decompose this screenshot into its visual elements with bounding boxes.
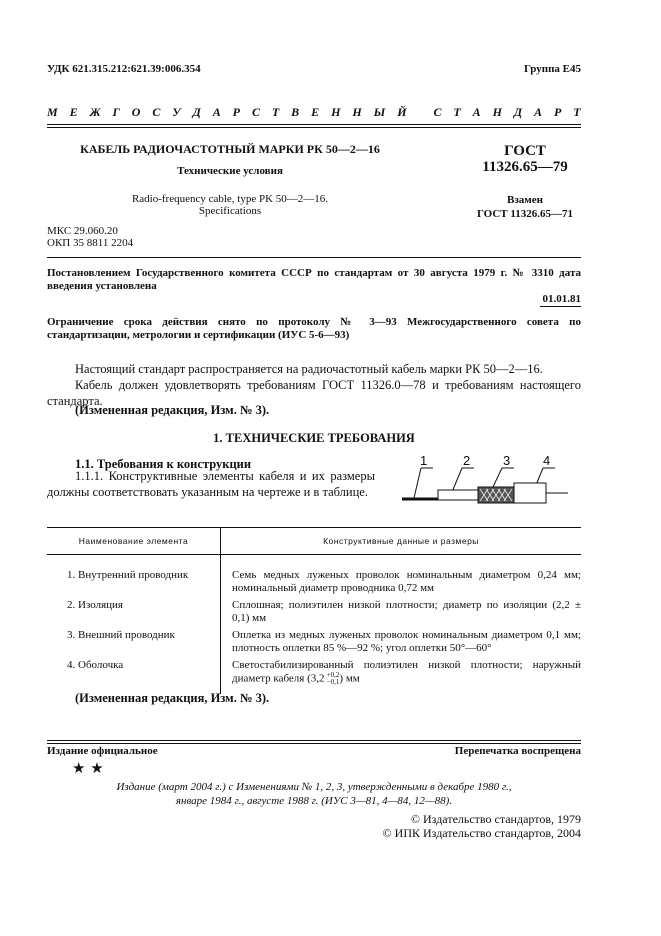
amendment-note-1: (Измененная редакция, Изм. № 3). [75, 403, 270, 417]
gost-number-label: ГОСТ [504, 143, 546, 159]
table-row [47, 569, 581, 595]
replaces-label: Взамен [507, 194, 543, 206]
banner-letter: М [47, 105, 58, 119]
element-name: 3. Внешний проводник [47, 629, 221, 655]
section-heading: 1. ТЕХНИЧЕСКИЕ ТРЕБОВАНИЯ [213, 431, 415, 445]
banner-letter: Г [112, 105, 120, 119]
banner-letter: У [172, 105, 181, 119]
element-data: Сплошная; полиэтилен низкой плотности; диаметр по изоляции (2,2 ± 0,1) мм [232, 599, 581, 624]
banner-letter: Т [271, 105, 280, 119]
requirements-paragraph: Кабель должен удовлетворять требованиям ГОСТ 11326.0—78 и требованиям настоящего стандарта. [47, 378, 581, 408]
banner-letter: А [472, 105, 481, 119]
banner-letter: Т [453, 105, 461, 119]
banner-letter: Н [492, 105, 502, 119]
header-rule [47, 124, 581, 128]
banner-letter: С [152, 105, 161, 119]
banner-letter: Р [554, 105, 562, 119]
jacket-data-text: Светостабилизированный полиэтилен низкой плотности; наружный диаметр кабеля (3,2 [232, 659, 581, 685]
english-title-line2: Specifications [198, 205, 262, 217]
element-data: Оплетка из медных луженых проволок номинальным диаметром 0,1 мм; плотность оплетки 85 %—92 %; угол оплетки 50°—60° [232, 629, 581, 654]
document-title: КАБЕЛЬ РАДИОЧАСТОТНЫЙ МАРКИ РК 50—2—16 [80, 142, 380, 156]
mks-code: МКС 29.060.20 [47, 225, 118, 237]
official-edition: Издание официальное [47, 745, 158, 757]
tolerance-lower: −0,1 [326, 678, 340, 686]
drawing-label-2: 2 [463, 453, 471, 468]
edition-line2: январе 1984 г., августе 1988 г. (ИУС 3—81, 4—84, 12—88). [175, 795, 453, 807]
banner-letter: С [433, 105, 442, 119]
banner-letter: Д [513, 105, 523, 119]
footer-rule [47, 740, 581, 744]
decree-text: Постановлением Государственного комитета СССР по стандартам от 30 августа 1979 г. № 3310 дата введения установлена [47, 267, 581, 292]
drawing-label-1: 1 [420, 453, 428, 468]
banner-letter: О [131, 105, 141, 119]
element-data: Семь медных луженых проволок номинальным диаметром 0,24 мм; номинальный диаметр проводника 0,72 мм [232, 569, 581, 594]
reprint-notice: Перепечатка воспрещена [454, 745, 581, 757]
replaces-standard: ГОСТ 11326.65—71 [476, 208, 574, 220]
restriction-note: Ограничение срока действия снято по протоколу № 3—93 Межгосударственного совета по стандартизации, метрологии и сертификации (ИУС 5-6—93) [47, 316, 581, 341]
banner-letter: Й [397, 105, 407, 119]
banner-letter: А [212, 105, 221, 119]
english-title-line1: Radio-frequency cable, type PK 50—2—16. [131, 193, 329, 205]
drawing-label-3: 3 [503, 453, 511, 468]
date-underline [540, 306, 581, 307]
construction-paragraph: 1.1.1. Конструктивные элементы кабеля и их размеры должны соответствовать указанным на чертеже и в таблице. [47, 469, 375, 499]
banner-letter: Е [311, 105, 320, 119]
element-name: 2. Изоляция [47, 599, 221, 625]
banner-letter: Д [192, 105, 201, 119]
tolerance-upper: +0,2 [326, 671, 340, 679]
table-row [47, 599, 581, 625]
element-name: 4. Оболочка [47, 659, 221, 694]
banner-letter: Т [573, 105, 581, 119]
edition-line1: Издание (март 2004 г.) с Изменениями № 1, 2, 3, утвержденными в декабре 1980 г., [116, 781, 512, 793]
banner-letter: Н [352, 105, 362, 119]
construction-table [47, 527, 581, 694]
stars-mark: ★ ★ [72, 759, 104, 777]
banner-letter: Ж [89, 105, 101, 119]
gost-number: 11326.65—79 [482, 159, 568, 175]
banner-letter: Е [69, 105, 78, 119]
effective-date: 01.01.81 [542, 293, 581, 305]
scope-paragraph: Настоящий стандарт распространяется на радиочастотный кабель марки РК 50—2—16. [75, 362, 543, 376]
table-row [47, 629, 581, 655]
banner-letter: В [291, 105, 300, 119]
element-data [221, 659, 582, 694]
copyright-1979: © Издательство стандартов, 1979 [410, 812, 581, 826]
column-header-element: Наименование элемента [47, 528, 221, 555]
banner-letter [419, 105, 422, 120]
table-row [47, 659, 581, 694]
jacket-data-suffix: ) мм [339, 672, 360, 685]
udk-code: УДК 621.315.212:621.39:006.354 [47, 63, 201, 75]
banner-letter: Н [331, 105, 341, 119]
copyright-2004: © ИПК Издательство стандартов, 2004 [382, 826, 581, 840]
interstate-standard-banner [47, 105, 581, 120]
title-rule [47, 257, 581, 258]
amendment-note-2: (Измененная редакция, Изм. № 3). [75, 691, 270, 705]
banner-letter: Ы [373, 105, 386, 119]
column-header-data: Конструктивные данные и размеры [221, 528, 582, 555]
okp-code: ОКП 35 8811 2204 [47, 237, 134, 249]
banner-letter: С [251, 105, 260, 119]
banner-letter: Р [232, 105, 240, 119]
group-code: Группа Е45 [523, 63, 581, 75]
table-header-row [47, 528, 581, 555]
subsection-heading: 1.1. Требования к конструкции [75, 457, 252, 471]
element-name: 1. Внутренний проводник [47, 569, 221, 595]
banner-letter: А [534, 105, 543, 119]
document-subtitle: Технические условия [177, 165, 283, 177]
drawing-label-4: 4 [543, 453, 551, 468]
